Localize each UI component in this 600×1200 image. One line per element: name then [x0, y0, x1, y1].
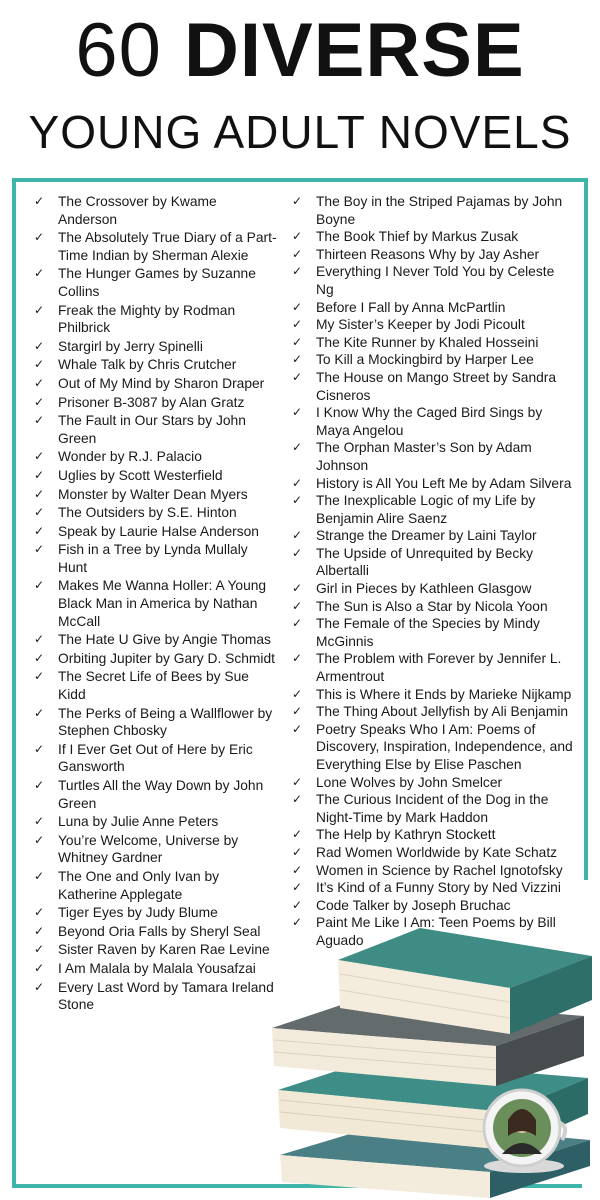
- check-icon: ✓: [292, 704, 303, 719]
- list-item: [288, 369, 574, 404]
- list-item: [30, 813, 278, 831]
- list-item: [30, 338, 278, 356]
- check-icon: ✓: [292, 317, 303, 332]
- book-title: The Female of the Species by Mindy McGinnis: [316, 616, 540, 649]
- check-icon: ✓: [34, 302, 45, 317]
- book-title: The Upside of Unrequited by Becky Albertalli: [316, 545, 534, 579]
- check-icon: ✓: [34, 230, 45, 245]
- check-icon: ✓: [292, 862, 303, 877]
- book-title: If I Ever Get Out of Here by Eric Gansworth: [58, 741, 253, 775]
- book-title: The Orphan Master’s Son by Adam Johnson: [316, 440, 532, 473]
- check-icon: ✓: [34, 832, 45, 847]
- book-title: Girl in Pieces by Kathleen Glasgow: [316, 581, 532, 597]
- check-icon: ✓: [34, 778, 45, 792]
- list-item: [30, 923, 278, 941]
- book-title: The House on Mango Street by Sandra Cisneros: [316, 369, 557, 403]
- book-title: Paint Me Like I Am: Teen Poems by Bill Aguado: [316, 915, 556, 948]
- check-icon: ✓: [34, 486, 45, 501]
- check-icon: ✓: [34, 523, 45, 538]
- check-icon: ✓: [292, 774, 303, 789]
- list-item: [288, 791, 574, 826]
- book-title: Thirteen Reasons Why by Jay Asher: [316, 246, 540, 262]
- list-item: [288, 686, 574, 704]
- list-item: [288, 404, 574, 439]
- list-item: [30, 356, 278, 374]
- book-title: It’s Kind of a Funny Story by Ned Vizzini: [316, 880, 561, 896]
- book-title: Luna by Julie Anne Peters: [58, 814, 219, 830]
- list-item: [30, 668, 278, 703]
- list-item: [30, 229, 278, 264]
- check-icon: ✓: [34, 449, 45, 464]
- list-item: [30, 448, 278, 466]
- book-title: The Sun is Also a Star by Nicola Yoon: [316, 598, 548, 614]
- list-item: [30, 777, 278, 812]
- book-title: Code Talker by Joseph Bruchac: [316, 897, 511, 913]
- list-item: [288, 545, 574, 580]
- book-title: History is All You Left Me by Adam Silvera: [316, 475, 572, 491]
- check-icon: ✓: [292, 598, 303, 613]
- book-title: The Kite Runner by Khaled Hosseini: [316, 334, 539, 350]
- list-item: [288, 299, 574, 317]
- list-item: [288, 844, 574, 862]
- check-icon: ✓: [34, 960, 45, 975]
- check-icon: ✓: [34, 467, 45, 482]
- list-item: [288, 492, 574, 527]
- check-icon: ✓: [34, 413, 45, 428]
- book-title: The Secret Life of Bees by Sue Kidd: [58, 669, 249, 703]
- book-title: The Boy in the Striped Pajamas by John Boyne: [316, 194, 563, 227]
- list-item: [288, 316, 574, 334]
- page-title: [0, 8, 600, 94]
- list-item: [30, 960, 278, 978]
- list-item: [288, 650, 574, 685]
- list-item: [288, 598, 574, 616]
- check-icon: ✓: [292, 334, 303, 349]
- list-item: [288, 439, 574, 474]
- list-item: [288, 193, 574, 228]
- check-icon: ✓: [292, 493, 303, 508]
- book-title: Whale Talk by Chris Crutcher: [58, 357, 237, 373]
- book-title: This is Where it Ends by Marieke Nijkamp: [316, 686, 572, 702]
- check-icon: ✓: [292, 246, 303, 261]
- list-item: [288, 703, 574, 721]
- list-item: [288, 246, 574, 264]
- book-title: Speak by Laurie Halse Anderson: [58, 523, 259, 539]
- book-list-right: [288, 193, 574, 950]
- author-logo-icon: [478, 1082, 570, 1174]
- book-title: Uglies by Scott Westerfield: [58, 467, 223, 483]
- book-list-left: [30, 193, 278, 1015]
- check-icon: ✓: [292, 686, 303, 701]
- check-icon: ✓: [292, 915, 303, 930]
- check-icon: ✓: [34, 632, 45, 647]
- book-title: Poetry Speaks Who I Am: Poems of Discovery, Inspiration, Independence, and Everything Else by Elise Paschen: [316, 721, 573, 772]
- book-title: The One and Only Ivan by Katherine Applegate: [58, 868, 220, 902]
- list-item: [30, 941, 278, 959]
- list-item: [30, 650, 278, 668]
- check-icon: ✓: [292, 229, 303, 244]
- book-title: The Hunger Games by Suzanne Collins: [58, 266, 256, 299]
- check-icon: ✓: [34, 705, 45, 720]
- check-icon: ✓: [34, 650, 45, 665]
- book-title: I Know Why the Caged Bird Sings by Maya Angelou: [316, 405, 543, 438]
- list-item: [288, 351, 574, 369]
- book-title: Turtles All the Way Down by John Green: [58, 778, 264, 811]
- list-item: [30, 523, 278, 541]
- book-title: Stargirl by Jerry Spinelli: [58, 338, 203, 354]
- check-icon: ✓: [292, 194, 303, 208]
- book-title: The Book Thief by Markus Zusak: [316, 229, 519, 245]
- list-item: [288, 580, 574, 598]
- list-item: [30, 741, 278, 776]
- list-item: [288, 527, 574, 545]
- check-icon: ✓: [34, 979, 45, 994]
- book-title: Rad Women Worldwide by Kate Schatz: [316, 844, 558, 860]
- book-title: The Curious Incident of the Dog in the Night-Time by Mark Haddon: [316, 792, 549, 825]
- book-title: Wonder by R.J. Palacio: [58, 449, 202, 465]
- check-icon: ✓: [34, 338, 45, 353]
- book-title: The Absolutely True Diary of a Part-Time Indian by Sherman Alexie: [58, 230, 277, 263]
- list-item: [30, 904, 278, 922]
- list-item: [288, 826, 574, 844]
- book-title: Beyond Oria Falls by Sheryl Seal: [58, 923, 261, 939]
- check-icon: ✓: [292, 581, 303, 596]
- list-item: [30, 504, 278, 522]
- check-icon: ✓: [34, 814, 45, 829]
- list-item: [30, 631, 278, 649]
- list-item: [30, 486, 278, 504]
- book-title: Women in Science by Rachel Ignotofsky: [316, 862, 563, 878]
- book-title: Tiger Eyes by Judy Blume: [58, 905, 218, 921]
- book-title: Sister Raven by Karen Rae Levine: [58, 942, 270, 958]
- title-number: 60: [75, 8, 162, 93]
- book-title: Monster by Walter Dean Myers: [58, 486, 248, 502]
- check-icon: ✓: [34, 923, 45, 938]
- check-icon: ✓: [34, 194, 45, 208]
- check-icon: ✓: [34, 942, 45, 957]
- check-icon: ✓: [292, 792, 303, 807]
- book-title: The Inexplicable Logic of my Life by Benjamin Alire Saenz: [316, 493, 536, 526]
- book-title: Fish in a Tree by Lynda Mullaly Hunt: [58, 542, 248, 575]
- list-item: [30, 577, 278, 630]
- list-item: [288, 615, 574, 650]
- list-item: [30, 193, 278, 228]
- check-icon: ✓: [34, 669, 45, 684]
- check-icon: ✓: [292, 545, 303, 560]
- book-title: The Outsiders by S.E. Hinton: [58, 505, 237, 521]
- check-icon: ✓: [292, 651, 303, 666]
- book-title: The Thing About Jellyfish by Ali Benjamin: [316, 704, 569, 720]
- book-title: Every Last Word by Tamara Ireland Stone: [58, 979, 274, 1013]
- title-bold-word: DIVERSE: [184, 8, 525, 93]
- check-icon: ✓: [34, 375, 45, 390]
- book-title: Before I Fall by Anna McPartlin: [316, 299, 506, 315]
- list-item: [288, 334, 574, 352]
- list-item: [288, 263, 574, 298]
- book-title: Freak the Mighty by Rodman Philbrick: [58, 302, 236, 336]
- list-item: [288, 862, 574, 880]
- list-item: [288, 228, 574, 246]
- list-item: [30, 705, 278, 740]
- book-title: Out of My Mind by Sharon Draper: [58, 375, 265, 391]
- check-icon: ✓: [292, 616, 303, 631]
- book-title: The Help by Kathryn Stockett: [316, 827, 496, 843]
- list-item: [288, 774, 574, 792]
- book-title: The Fault in Our Stars by John Green: [58, 413, 246, 446]
- check-icon: ✓: [34, 868, 45, 883]
- check-icon: ✓: [292, 880, 303, 895]
- list-item: [288, 721, 574, 774]
- list-item: [288, 879, 574, 897]
- book-title: Lone Wolves by John Smelcer: [316, 774, 503, 790]
- book-title: Makes Me Wanna Holler: A Young Black Man in America by Nathan McCall: [58, 578, 267, 629]
- book-title: The Perks of Being a Wallflower by Stephen Chbosky: [58, 705, 273, 739]
- page-subtitle: YOUNG ADULT NOVELS: [28, 106, 572, 158]
- list-item: [288, 475, 574, 493]
- book-title: To Kill a Mockingbird by Harper Lee: [316, 352, 534, 368]
- check-icon: ✓: [34, 394, 45, 409]
- book-title: The Hate U Give by Angie Thomas: [58, 632, 271, 648]
- book-title: Orbiting Jupiter by Gary D. Schmidt: [58, 650, 275, 666]
- check-icon: ✓: [292, 440, 303, 455]
- check-icon: ✓: [292, 897, 303, 912]
- check-icon: ✓: [292, 827, 303, 842]
- list-item: [30, 412, 278, 447]
- check-icon: ✓: [34, 266, 45, 281]
- check-icon: ✓: [34, 542, 45, 557]
- check-icon: ✓: [34, 357, 45, 372]
- check-icon: ✓: [292, 352, 303, 367]
- book-title: Strange the Dreamer by Laini Taylor: [316, 528, 537, 544]
- list-item: [30, 265, 278, 300]
- check-icon: ✓: [292, 369, 303, 384]
- check-icon: ✓: [34, 578, 45, 593]
- list-item: [30, 541, 278, 576]
- check-icon: ✓: [292, 844, 303, 859]
- list-item: [30, 868, 278, 903]
- list-item: [30, 302, 278, 337]
- book-title: You’re Welcome, Universe by Whitney Gardner: [58, 832, 239, 866]
- check-icon: ✓: [292, 405, 303, 420]
- check-icon: ✓: [34, 741, 45, 756]
- check-icon: ✓: [292, 264, 303, 279]
- book-title: I Am Malala by Malala Yousafzai: [58, 960, 256, 976]
- book-title: Everything I Never Told You by Celeste Ng: [316, 264, 555, 297]
- book-title: The Problem with Forever by Jennifer L. Armentrout: [316, 651, 562, 685]
- check-icon: ✓: [34, 905, 45, 920]
- check-icon: ✓: [292, 299, 303, 314]
- book-title: My Sister’s Keeper by Jodi Picoult: [316, 317, 525, 333]
- check-icon: ✓: [292, 475, 303, 490]
- list-item: [30, 375, 278, 393]
- list-item: [30, 467, 278, 485]
- list-item: [30, 979, 278, 1014]
- list-item: [30, 394, 278, 412]
- check-icon: ✓: [34, 505, 45, 520]
- list-item: [30, 832, 278, 867]
- book-title: The Crossover by Kwame Anderson: [58, 194, 217, 227]
- book-title: Prisoner B-3087 by Alan Gratz: [58, 394, 245, 410]
- check-icon: ✓: [292, 528, 303, 543]
- check-icon: ✓: [292, 721, 303, 736]
